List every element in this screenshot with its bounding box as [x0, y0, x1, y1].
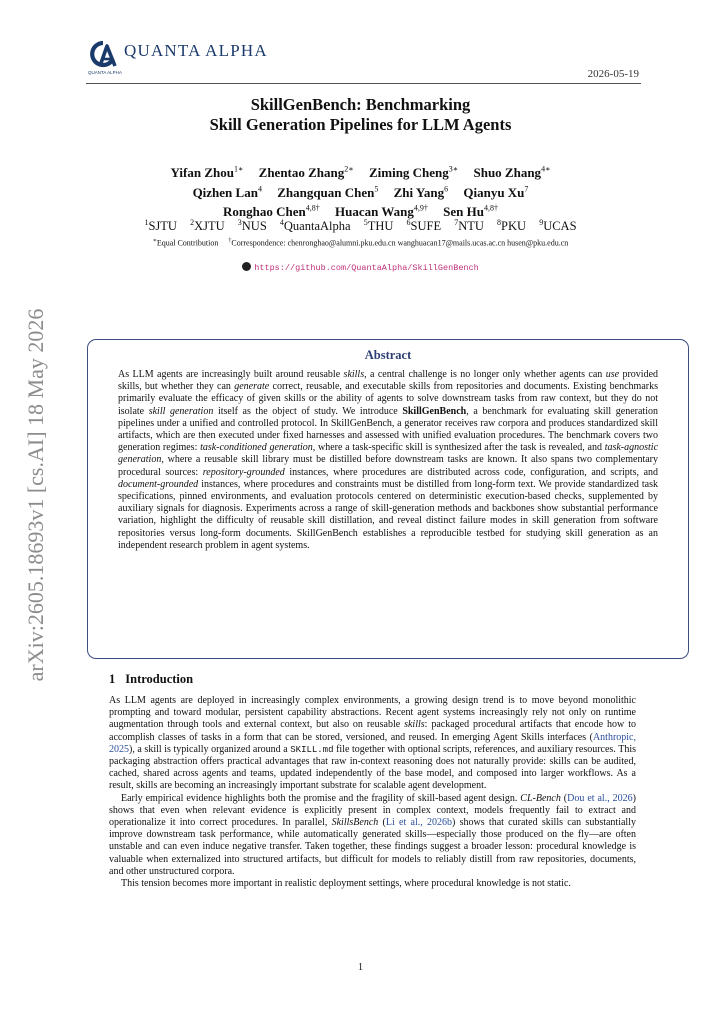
affiliation: $^1$SJTU [144, 218, 177, 234]
author: Huacan Wang$^{4,9\dagger}$ [335, 203, 428, 219]
author: Sen $Hu^{4,8\dagger}$ [443, 203, 498, 219]
github-link[interactable] [0, 262, 721, 273]
title-line-2: Skill Generation Pipelines for LLM Agents [209, 115, 512, 134]
affiliation: $^4$QuantaAlpha [279, 218, 351, 234]
logo-name: QUANTA ALPHA [124, 41, 268, 60]
github-url[interactable]: https://github.com/QuantaAlpha/SkillGenBench [254, 263, 479, 273]
header-date: 2026-05-19 [587, 68, 639, 80]
paragraph: Early empirical evidence highlights both the promise and the fragility of skill-based agent design. CL-Bench (Dou et al., 2026) shows that even when relevant evidence is explicitly present in complex context, models frequently fail to extract and operationalize it into correct procedures. In parallel, SkillsBench (Li et al., 2026b) shows that curated skills can substantially improve downstream task performance, while automatically generated skills—especially those produced on the fly—are often unstable and can even induce negative transfer. Taken together, these findings suggest a broader lesson: procedural knowledge is valuable when externalized into structured artifacts, but difficult for models to reliably distill from raw repositories, documents, and other unstructured corpora. [109, 792, 636, 877]
paper-title [0, 95, 721, 135]
section-title: Introduction [125, 672, 194, 686]
arxiv-identifier: arXiv:2605.18693v1 [cs.AI] 18 May 2026 [23, 308, 48, 682]
abstract-box [87, 339, 689, 659]
abstract-title: Abstract [364, 348, 412, 362]
section-heading [109, 672, 193, 687]
affiliation: $^7$NTU [454, 218, 484, 234]
author: Zhangquan Chen$^5$ [277, 184, 379, 200]
author: Shuo Zhang$^{4∗}$ [473, 165, 551, 181]
header-rule [86, 83, 641, 84]
author-row [0, 162, 721, 181]
author-row [0, 181, 721, 200]
correspondence-note: Correspondence: chenronghao@alumni.pku.edu.cn wanghuacan17@mails.ucas.ac.cn husen@pku.edu.cn [231, 238, 569, 248]
contribution-notes: ∗Equal Contribution †Correspondence: chenronghao@alumni.pku.edu.cn wanghuacan17@mails.ucas.ac.cn husen@pku.edu.cn [152, 238, 569, 248]
affiliation: $^9$UCAS [539, 218, 577, 234]
author: Qizhen Lan$^4$ [192, 184, 262, 200]
citation-link[interactable]: Anthropic, 2025 [109, 731, 636, 755]
section-number: 1 [109, 672, 116, 686]
author: Yifan Zhou$^{1∗}$ [170, 165, 244, 181]
title-line-1: SkillGenBench: Benchmarking [250, 95, 471, 114]
introduction-body [109, 695, 636, 890]
quanta-alpha-logo [88, 40, 268, 75]
logo-subtext: QUANTA ALPHA [88, 70, 122, 75]
author-list [0, 162, 721, 220]
arxiv-stamp [4, 300, 68, 690]
paragraph: This tension becomes more important in realistic deployment settings, where procedural knowledge is not static. [121, 878, 571, 890]
inline-code: SKILL.md [290, 744, 334, 755]
author: Ronghao Chen$^{4,8\dagger}$ [223, 203, 320, 219]
citation-link[interactable]: Li et al., 2026b [385, 817, 453, 829]
abstract-text: As LLM agents are increasingly built around reusable skills, a central challenge is no longer only whether agents can use provided skills, but whether they can generate correct, reusable, and executable skills from repositories and documents. Existing benchmarks primarily evaluate the efficacy of given skills or the ability of agents to solve downstream tasks from raw context, but they do not isolate skill generation itself as the object of study. We introduce SkillGenBench, a benchmark for evaluating skill generation pipelines under a unified and controlled protocol. In SkillGenBench, a generator receives raw corpora and produces standardized skill artifacts, which are then executed under fixed harnesses and assessed with unified evaluation procedures. The benchmark covers two generation regimes: task-conditioned generation, where a task-specific skill is synthesized after the task is revealed, and task-agnostic generation, where a reusable skill library must be distilled before downstream tasks are known. It also spans two complementary procedural sources: repository-grounded instances, where procedures are distributed across code, configuration, and scripts, and document-grounded instances, where procedures and constraints must be distilled from long-form text. We provide standardized task specifications, pinned environments, and evaluation protocols centered on deterministic execution-based checks, supplemented by auxiliary signals for diagnosis. Experiments across a range of skill-generation methods and backbones show substantial performance variation, highlight the difficulty of reusable skill distillation, and reveal distinct failure modes in skill generation from software repositories versus long-form documents. SkillGenBench establishes a reproducible testbed for studying skill generation as an independent research problem in agent systems. [118, 369, 659, 551]
github-icon [242, 262, 251, 271]
affiliation: $^3$NUS [237, 218, 267, 234]
author: Zhi Yang$^6$ [393, 184, 449, 200]
author: Zhentao Zhang$^{2∗}$ [258, 165, 354, 181]
equal-contribution-note: Equal Contribution [156, 238, 219, 248]
affiliation: $^8$PKU [497, 218, 527, 234]
affiliation: $^6$SUFE [406, 218, 442, 234]
logo-mark-icon [88, 40, 118, 68]
page-number: 1 [358, 962, 363, 973]
paragraph: As LLM agents are deployed in increasingly complex environments, a growing design trend is to move beyond monolithic prompting and toward modular, persistent capability abstractions. Recent agent systems increasingly rely not only on runtime augmentation through tools and external context, but also on reusable skills: packaged procedural artifacts that encode how to accomplish classes of tasks in a form that can be stored, versioned, and reused. In emerging Agent Skills interfaces (Anthropic, 2025), a skill is typically organized around a SKILL.md file together with optional scripts, references, and auxiliary resources. This packaging abstraction offers practical advantages that raw in-context reasoning does not naturally provide: skills can be audited, cached, shared across agents and teams, updated independently of the base model, and composed into larger workflows. As a result, skills are becoming an increasingly important substrate for scalable agent development. [109, 695, 636, 792]
affiliation: $^2$XJTU [190, 218, 225, 234]
affiliation: $^5$THU [363, 218, 394, 234]
affiliation-list [0, 218, 721, 234]
author: Qianyu Xu$^7$ [463, 184, 529, 200]
citation-link[interactable]: Dou et al., 2026 [567, 792, 633, 804]
author: Ziming Cheng$^{3∗}$ [368, 165, 459, 181]
